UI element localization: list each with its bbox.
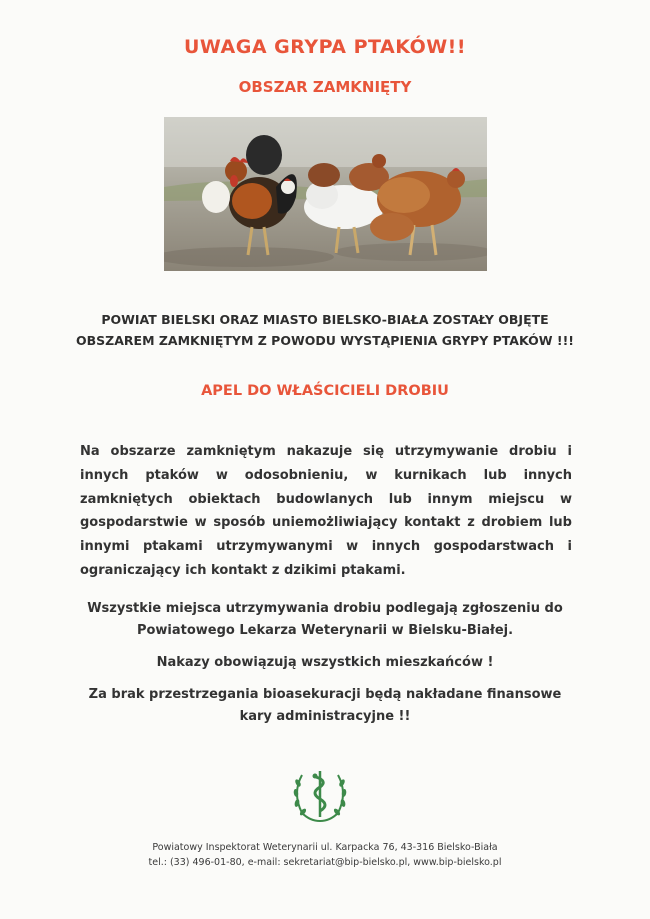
appeal-heading: APEL DO WŁAŚCICIELI DROBIU: [201, 383, 449, 399]
footer-contact: tel.: (33) 496-01-80, e-mail: sekretariat@bip-bielsko.pl, www.bip-bielsko.pl: [148, 857, 502, 868]
appeal-body: Na obszarze zamkniętym nakazuje się utrzymywanie drobiu i innych ptaków w odosobnieniu, w kurnikach lub innych zamkniętych obiektach budowlanych lub innym miejscu w gospodarstwie w sposób uniemożliwiający kontakt z drobiem lub innymi ptakami utrzymywanymi w innych gospodarstwach i ograniczający ich kontakt z dzikimi ptakami.: [80, 444, 572, 578]
registration-notice: [60, 598, 590, 642]
footer-address: Powiatowy Inspektorat Weterynarii ul. Karpacka 76, 43-316 Bielsko-Biała: [152, 842, 498, 853]
page-subtitle: OBSZAR ZAMKNIĘTY: [238, 78, 412, 96]
penalty-line: kary administracyjne !!: [239, 709, 411, 724]
footer: [0, 840, 650, 870]
announcement-line: OBSZAREM ZAMKNIĘTYM Z POWODU WYSTĄPIENIA GRYPY PTAKÓW !!!: [76, 333, 574, 348]
chickens-photo: [164, 117, 487, 271]
announcement-line: POWIAT BIELSKI ORAZ MIASTO BIELSKO-BIAŁA ZOSTAŁY OBJĘTE: [101, 312, 549, 327]
announcement: [40, 309, 610, 351]
registration-line: Wszystkie miejsca utrzymywania drobiu podlegają zgłoszeniu do: [87, 601, 563, 616]
penalty-notice: [60, 684, 590, 728]
penalty-line: Za brak przestrzegania bioasekuracji będą nakładane finansowe: [88, 687, 562, 702]
orders-notice: Nakazy obowiązują wszystkich mieszkańców !: [156, 655, 494, 670]
page-title: UWAGA GRYPA PTAKÓW!!: [183, 36, 467, 58]
registration-line: Powiatowego Lekarza Weterynarii w Bielsku-Białej.: [136, 623, 514, 638]
veterinary-logo-icon: [288, 767, 352, 825]
